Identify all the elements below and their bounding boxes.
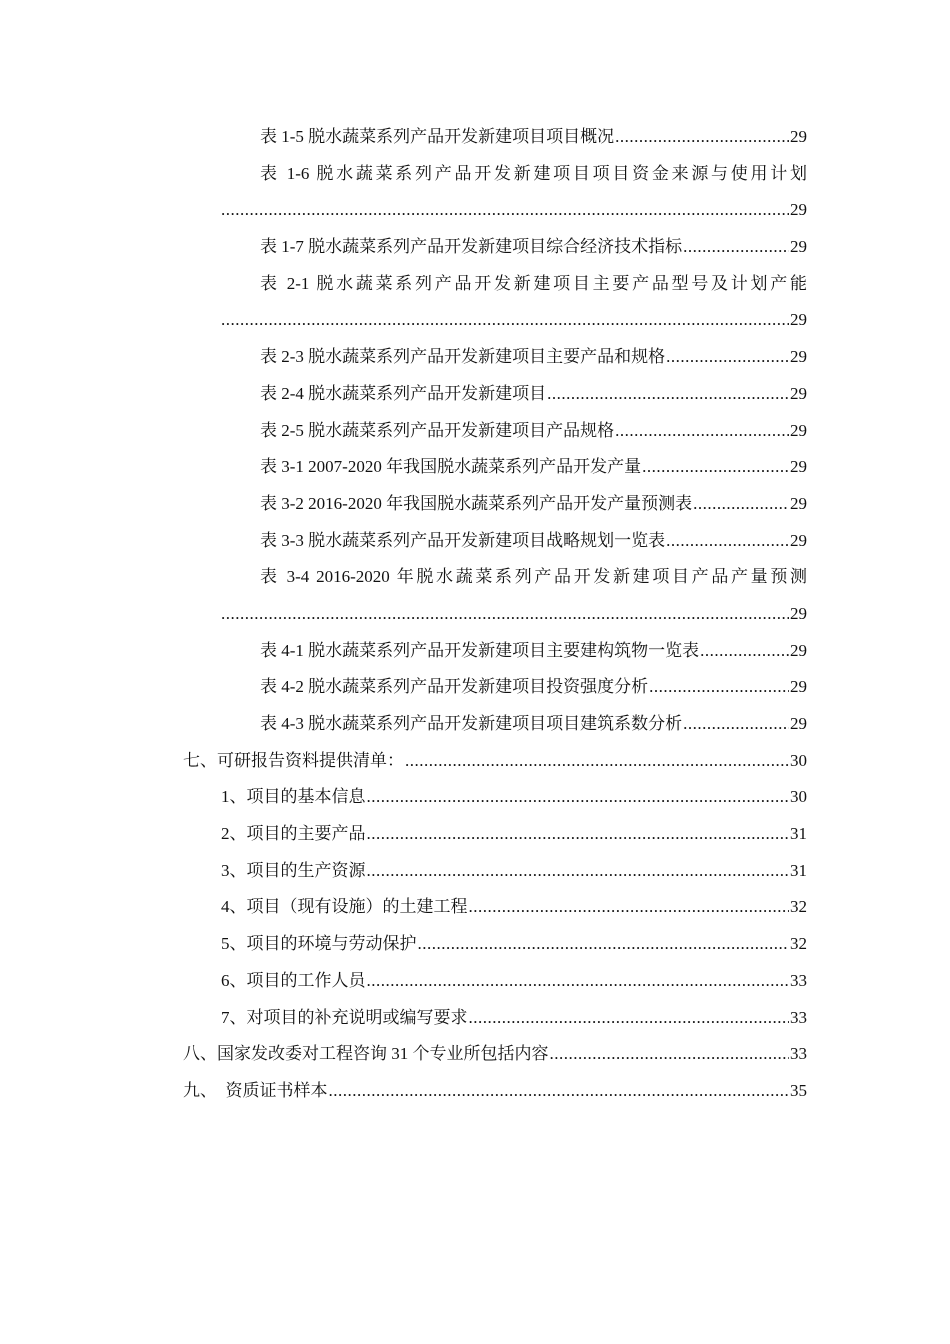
toc-entry[interactable]	[0, 156, 950, 229]
toc-entry-label: 6、项目的工作人员	[221, 970, 366, 990]
toc-entry[interactable]	[0, 449, 950, 486]
toc-entry-page: 29	[790, 347, 807, 367]
toc-entry-page: 29	[790, 530, 807, 550]
toc-entry[interactable]	[0, 339, 950, 376]
toc-entry-label: 表 4-3 脱水蔬菜系列产品开发新建项目项目建筑系数分析	[260, 714, 683, 734]
toc-entry-page: 30	[790, 787, 807, 807]
toc-entry-page: 29	[790, 237, 807, 257]
dot-leader	[649, 669, 789, 706]
toc-entry-label: 1、项目的基本信息	[221, 787, 366, 807]
dot-leader	[693, 486, 789, 523]
toc-entry[interactable]	[0, 559, 950, 632]
toc-entry-label: 2、项目的主要产品	[221, 824, 366, 844]
toc-entry-label: 七、可研报告资料提供清单：	[183, 750, 404, 770]
dot-leader	[367, 963, 790, 1000]
toc-entry-page: 31	[790, 824, 807, 844]
dot-leader	[221, 302, 789, 339]
toc-entry[interactable]	[0, 229, 950, 266]
dot-leader	[642, 449, 789, 486]
toc-entry-label: 表 3-3 脱水蔬菜系列产品开发新建项目战略规划一览表	[260, 530, 666, 550]
toc-entry[interactable]	[0, 523, 950, 560]
dot-leader	[547, 376, 789, 413]
toc-entry-label: 表 1-7 脱水蔬菜系列产品开发新建项目综合经济技术指标	[260, 237, 683, 257]
toc-entry[interactable]	[0, 119, 950, 156]
toc-entry[interactable]	[0, 376, 950, 413]
toc-entry[interactable]	[0, 633, 950, 670]
toc-entry-page: 33	[790, 1044, 807, 1064]
toc-entry[interactable]	[0, 1036, 950, 1073]
toc-entry-page: 33	[790, 970, 807, 990]
toc-entry[interactable]	[0, 706, 950, 743]
toc-entry-page: 32	[790, 934, 807, 954]
toc-entry[interactable]	[0, 1073, 950, 1110]
dot-leader	[221, 596, 789, 633]
toc-entry-label: 表 2-3 脱水蔬菜系列产品开发新建项目主要产品和规格	[260, 347, 666, 367]
toc-entry[interactable]	[0, 743, 950, 780]
toc-entry-page: 31	[790, 860, 807, 880]
toc-entry[interactable]	[0, 1000, 950, 1037]
dot-leader	[367, 853, 790, 890]
toc-entry[interactable]	[0, 853, 950, 890]
toc-entry-page: 29	[790, 200, 807, 220]
dot-leader	[367, 816, 790, 853]
toc-entry-label: 表 4-2 脱水蔬菜系列产品开发新建项目投资强度分析	[260, 677, 649, 697]
toc-entry[interactable]	[0, 926, 950, 963]
toc-entry-page: 29	[790, 457, 807, 477]
toc-entry-page: 29	[790, 420, 807, 440]
toc-entry-page: 29	[790, 310, 807, 330]
toc-entry[interactable]	[0, 963, 950, 1000]
toc-entry-page: 29	[790, 714, 807, 734]
toc-entry-label: 表 1-5 脱水蔬菜系列产品开发新建项目项目概况	[260, 127, 615, 146]
toc-entry-page: 29	[790, 493, 807, 513]
toc-entry-label: 九、 资质证书样本	[183, 1080, 328, 1100]
toc-entry-label: 5、项目的环境与劳动保护	[221, 934, 417, 954]
toc-entry-label: 表 2-1 脱水蔬菜系列产品开发新建项目主要产品型号及计划产能	[260, 273, 807, 293]
toc-entry-page: 33	[790, 1007, 807, 1027]
table-of-contents	[0, 119, 950, 1110]
toc-entry-label: 表 3-2 2016-2020 年我国脱水蔬菜系列产品开发产量预测表	[260, 493, 693, 513]
toc-entry-label: 表 3-4 2016-2020 年脱水蔬菜系列产品开发新建项目产品产量预测	[260, 567, 807, 587]
toc-entry[interactable]	[0, 816, 950, 853]
dot-leader	[367, 779, 790, 816]
dot-leader	[666, 523, 789, 560]
toc-entry-page: 30	[790, 750, 807, 770]
toc-entry-page: 29	[790, 603, 807, 623]
toc-entry[interactable]	[0, 889, 950, 926]
toc-entry-page: 29	[790, 127, 807, 146]
dot-leader	[221, 192, 789, 229]
dot-leader	[666, 339, 789, 376]
dot-leader	[615, 119, 789, 156]
toc-entry-label: 八、国家发改委对工程咨询 31 个专业所包括内容	[183, 1044, 549, 1064]
toc-entry-page: 32	[790, 897, 807, 917]
toc-entry-page: 29	[790, 677, 807, 697]
toc-entry-label: 表 1-6 脱水蔬菜系列产品开发新建项目项目资金来源与使用计划	[260, 163, 807, 183]
toc-entry[interactable]	[0, 779, 950, 816]
toc-entry-label: 7、对项目的补充说明或编写要求	[221, 1007, 468, 1027]
dot-leader	[615, 413, 789, 450]
toc-entry-label: 4、项目（现有设施）的土建工程	[221, 897, 468, 917]
dot-leader	[683, 706, 789, 743]
dot-leader	[700, 633, 789, 670]
toc-entry[interactable]	[0, 669, 950, 706]
toc-entry-page: 29	[790, 383, 807, 403]
toc-entry-label: 表 2-5 脱水蔬菜系列产品开发新建项目产品规格	[260, 420, 615, 440]
dot-leader	[550, 1036, 790, 1073]
toc-entry-page: 29	[790, 640, 807, 660]
dot-leader	[683, 229, 789, 266]
dot-leader	[405, 743, 789, 780]
toc-entry[interactable]	[0, 486, 950, 523]
dot-leader	[469, 1000, 790, 1037]
toc-entry-page: 35	[790, 1080, 807, 1100]
dot-leader	[329, 1073, 790, 1110]
toc-entry[interactable]	[0, 413, 950, 450]
toc-entry-label: 表 3-1 2007-2020 年我国脱水蔬菜系列产品开发产量	[260, 457, 642, 477]
dot-leader	[418, 926, 790, 963]
toc-entry[interactable]	[0, 266, 950, 339]
toc-entry-label: 表 4-1 脱水蔬菜系列产品开发新建项目主要建构筑物一览表	[260, 640, 700, 660]
toc-entry-label: 3、项目的生产资源	[221, 860, 366, 880]
toc-entry-label: 表 2-4 脱水蔬菜系列产品开发新建项目	[260, 383, 547, 403]
dot-leader	[469, 889, 790, 926]
